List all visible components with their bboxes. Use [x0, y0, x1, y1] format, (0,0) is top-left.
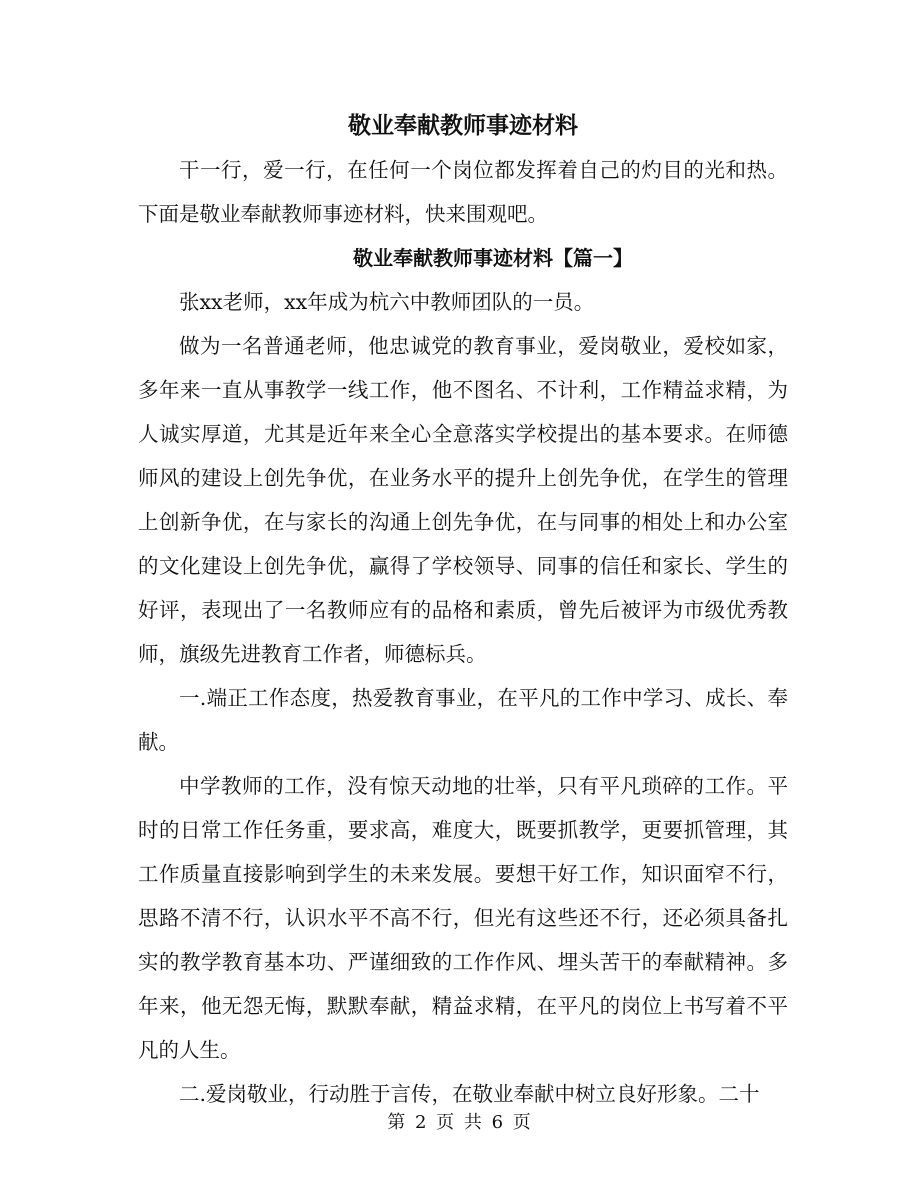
document-body [138, 104, 788, 1116]
paragraph-2: 做为一名普通老师，他忠诚党的教育事业，爱岗敬业，爱校如家，多年来一直从事教学一线工作，他不图名、不计利，工作精益求精，为人诚实厚道，尤其是近年来全心全意落实学校提出的基本要求。在师德师风的建设上创先争优，在业务水平的提升上创先争优，在学生的管理上创新争优，在与家长的沟通上创先争优，在与同事的相处上和办公室的文化建设上创先争优，赢得了学校领导、同事的信任和家长、学生的好评，表现出了一名教师应有的品格和素质，曾先后被评为市级优秀教师，旗级先进教育工作者，师德标兵。 [138, 334, 788, 666]
paragraph-3: 一.端正工作态度，热爱教育事业，在平凡的工作中学习、成长、奉献。 [138, 686, 788, 754]
document-title: 敬业奉献教师事迹材料 [348, 112, 578, 139]
paragraph-1: 张xx老师，xx年成为杭六中教师团队的一员。 [179, 290, 595, 314]
section-title: 敬业奉献教师事迹材料【篇一】 [353, 246, 633, 270]
intro-paragraph: 干一行，爱一行，在任何一个岗位都发挥着自己的灼目的光和热。下面是敬业奉献教师事迹材料，快来围观吧。 [138, 158, 788, 226]
paragraph-4: 中学教师的工作，没有惊天动地的壮举，只有平凡琐碎的工作。平时的日常工作任务重，要求高，难度大，既要抓教学，更要抓管理，其工作质量直接影响到学生的未来发展。要想干好工作，知识面窄不行，思路不清不行，认识水平不高不行，但光有这些还不行，还必须具备扎实的教学教育基本功、严谨细致的工作作风、埋头苦干的奉献精神。多年来，他无怨无悔，默默奉献，精益求精，在平凡的岗位上书写着不平凡的人生。 [138, 774, 788, 1062]
page-number-footer: 第 2 页 共 6 页 [387, 1112, 533, 1133]
paragraph-5: 二.爱岗敬业，行动胜于言传，在敬业奉献中树立良好形象。二十 [179, 1082, 760, 1106]
